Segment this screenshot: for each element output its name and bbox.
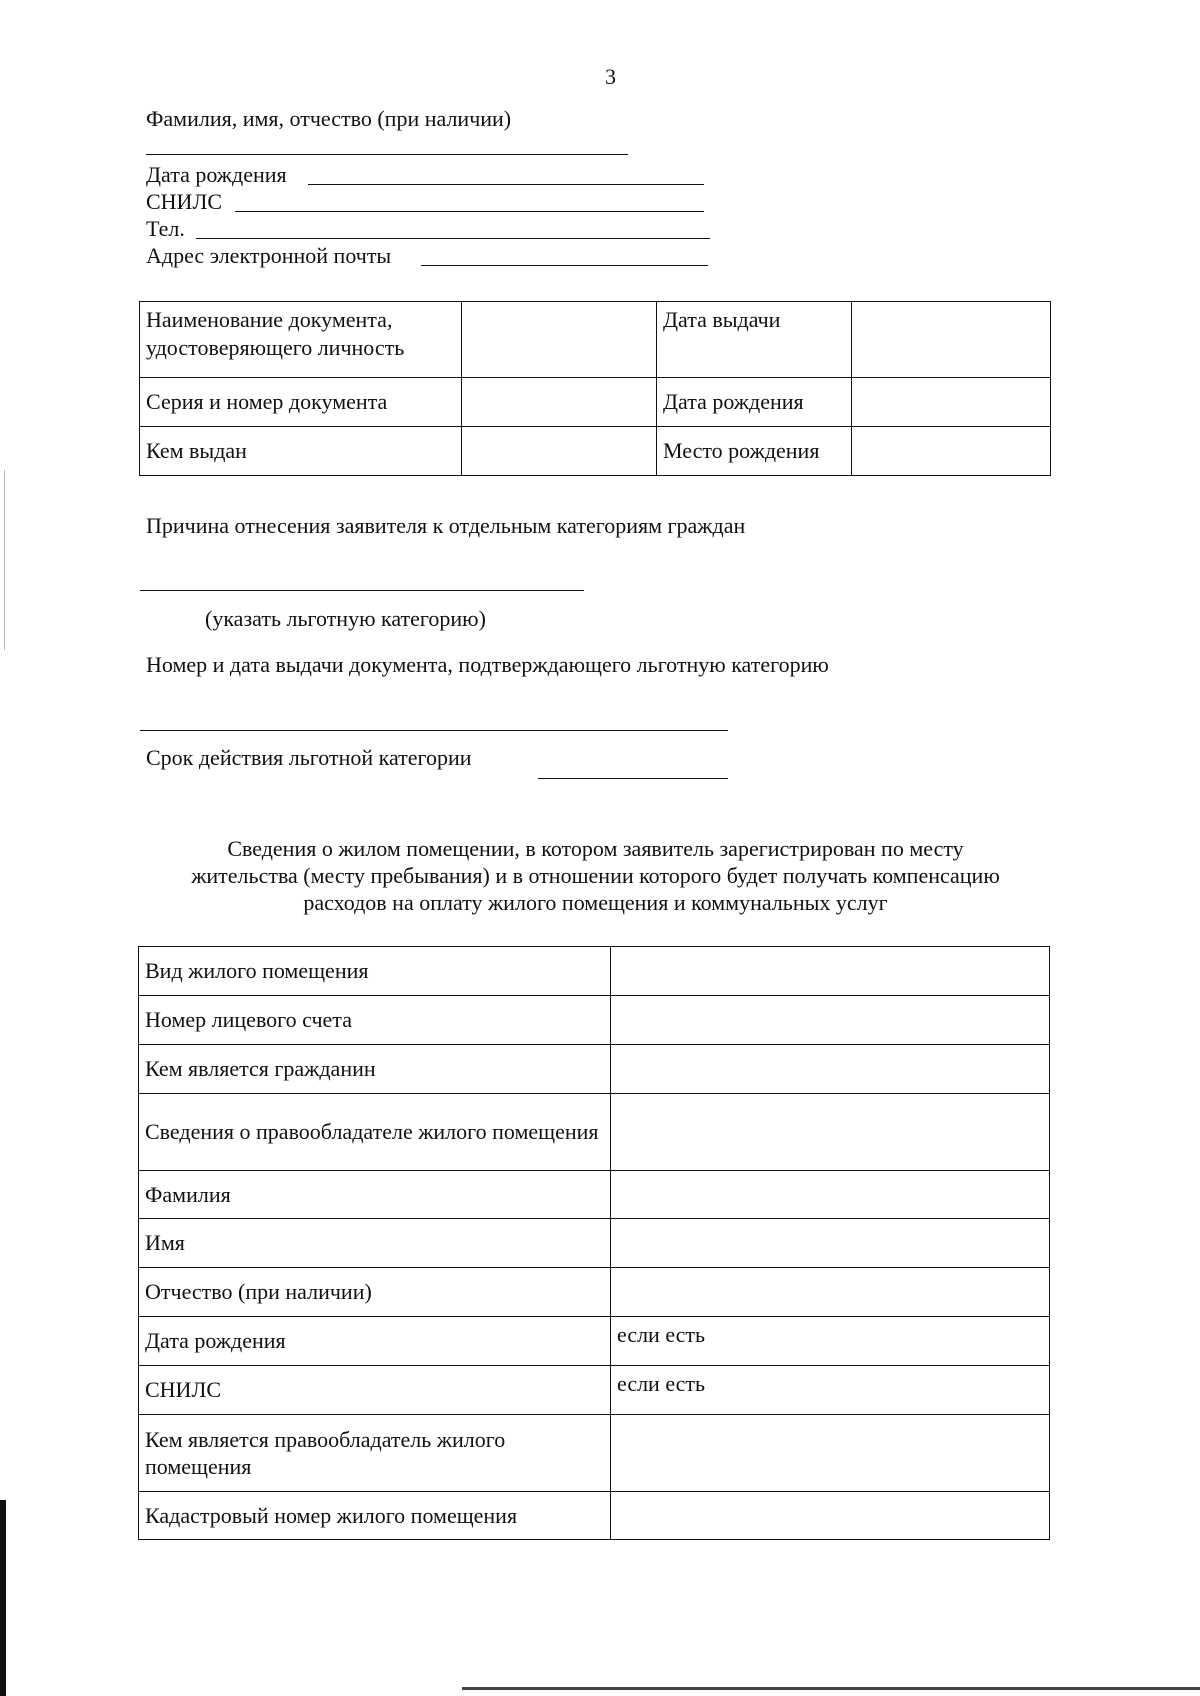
table-row — [139, 996, 1050, 1045]
table-row — [139, 1317, 1050, 1366]
citizen-role-label: Кем является гражданин — [139, 1045, 611, 1094]
series-number-label: Серия и номер документа — [140, 378, 462, 427]
doc-birth-date-label: Дата рождения — [657, 378, 852, 427]
owner-surname-value[interactable] — [611, 1171, 1050, 1219]
table-row — [140, 378, 1051, 427]
owner-patronymic-value[interactable] — [611, 1268, 1050, 1317]
issue-date-label: Дата выдачи — [657, 302, 852, 378]
page-number: 3 — [605, 64, 616, 89]
housing-heading-line-1: Сведения о жилом помещении, в котором заявитель зарегистрирован по месту — [227, 836, 964, 861]
owner-info-value[interactable] — [611, 1094, 1050, 1171]
owner-role-value[interactable] — [611, 1415, 1050, 1492]
full-name-field[interactable] — [146, 154, 628, 155]
table-row — [139, 1415, 1050, 1492]
issued-by-label: Кем выдан — [140, 427, 462, 476]
benefit-category-hint: (указать льготную категорию) — [205, 606, 486, 631]
table-row — [140, 427, 1051, 476]
table-row — [139, 1045, 1050, 1094]
owner-surname-label: Фамилия — [139, 1171, 611, 1219]
benefit-category-field[interactable] — [140, 590, 584, 591]
owner-snils-value[interactable]: если есть — [611, 1366, 1050, 1415]
table-row — [139, 1219, 1050, 1268]
owner-birth-date-label: Дата рождения — [139, 1317, 611, 1366]
table-row — [139, 947, 1050, 996]
table-row — [139, 1492, 1050, 1540]
table-row — [139, 1171, 1050, 1219]
owner-name-label: Имя — [139, 1219, 611, 1268]
identity-document-table — [139, 301, 1051, 476]
table-row — [140, 302, 1051, 378]
owner-name-value[interactable] — [611, 1219, 1050, 1268]
scan-edge-bottom — [462, 1687, 1200, 1690]
housing-type-value[interactable] — [611, 947, 1050, 996]
issue-date-value[interactable] — [852, 302, 1051, 378]
owner-birth-date-value[interactable]: если есть — [611, 1317, 1050, 1366]
birth-place-value[interactable] — [852, 427, 1051, 476]
cadastral-number-label: Кадастровый номер жилого помещения — [139, 1492, 611, 1540]
owner-snils-label: СНИЛС — [139, 1366, 611, 1415]
housing-heading-line-3: расходов на оплату жилого помещения и коммунальных услуг — [303, 890, 888, 915]
table-row — [139, 1094, 1050, 1171]
snils-field[interactable] — [235, 211, 704, 212]
cadastral-number-value[interactable] — [611, 1492, 1050, 1540]
scan-edge-faint — [4, 470, 5, 650]
birth-date-label: Дата рождения — [146, 162, 287, 187]
benefit-validity-field[interactable] — [538, 778, 728, 779]
owner-role-label: Кем является правообладатель жилого помещения — [139, 1415, 611, 1492]
email-label: Адрес электронной почты — [146, 243, 392, 268]
housing-section-heading — [140, 835, 1051, 916]
series-number-value[interactable] — [462, 378, 657, 427]
citizen-role-value[interactable] — [611, 1045, 1050, 1094]
phone-field[interactable] — [196, 238, 710, 239]
birth-place-label: Место рождения — [657, 427, 852, 476]
housing-heading-line-2: жительства (месту пребывания) и в отношении которого будет получать компенсацию — [191, 863, 1000, 888]
owner-patronymic-label: Отчество (при наличии) — [139, 1268, 611, 1317]
housing-type-label: Вид жилого помещения — [139, 947, 611, 996]
table-row — [139, 1268, 1050, 1317]
email-field[interactable] — [421, 265, 708, 266]
snils-label: СНИЛС — [146, 189, 223, 214]
identity-doc-name-label: Наименование документа, удостоверяющего личность — [140, 302, 462, 378]
account-number-label: Номер лицевого счета — [139, 996, 611, 1045]
identity-doc-name-value[interactable] — [462, 302, 657, 378]
phone-label: Тел. — [146, 216, 185, 241]
table-row — [139, 1366, 1050, 1415]
benefit-document-field[interactable] — [140, 730, 728, 731]
benefit-validity-label: Срок действия льготной категории — [146, 745, 472, 770]
full-name-label: Фамилия, имя, отчество (при наличии) — [146, 106, 512, 131]
account-number-value[interactable] — [611, 996, 1050, 1045]
doc-birth-date-value[interactable] — [852, 378, 1051, 427]
benefit-document-label: Номер и дата выдачи документа, подтверждающего льготную категорию — [146, 652, 829, 677]
issued-by-value[interactable] — [462, 427, 657, 476]
birth-date-field[interactable] — [308, 184, 704, 185]
benefit-reason-label: Причина отнесения заявителя к отдельным категориям граждан — [146, 513, 746, 538]
scan-edge-left — [0, 1500, 6, 1696]
owner-info-label: Сведения о правообладателе жилого помещения — [139, 1094, 611, 1171]
housing-table — [138, 946, 1050, 1540]
